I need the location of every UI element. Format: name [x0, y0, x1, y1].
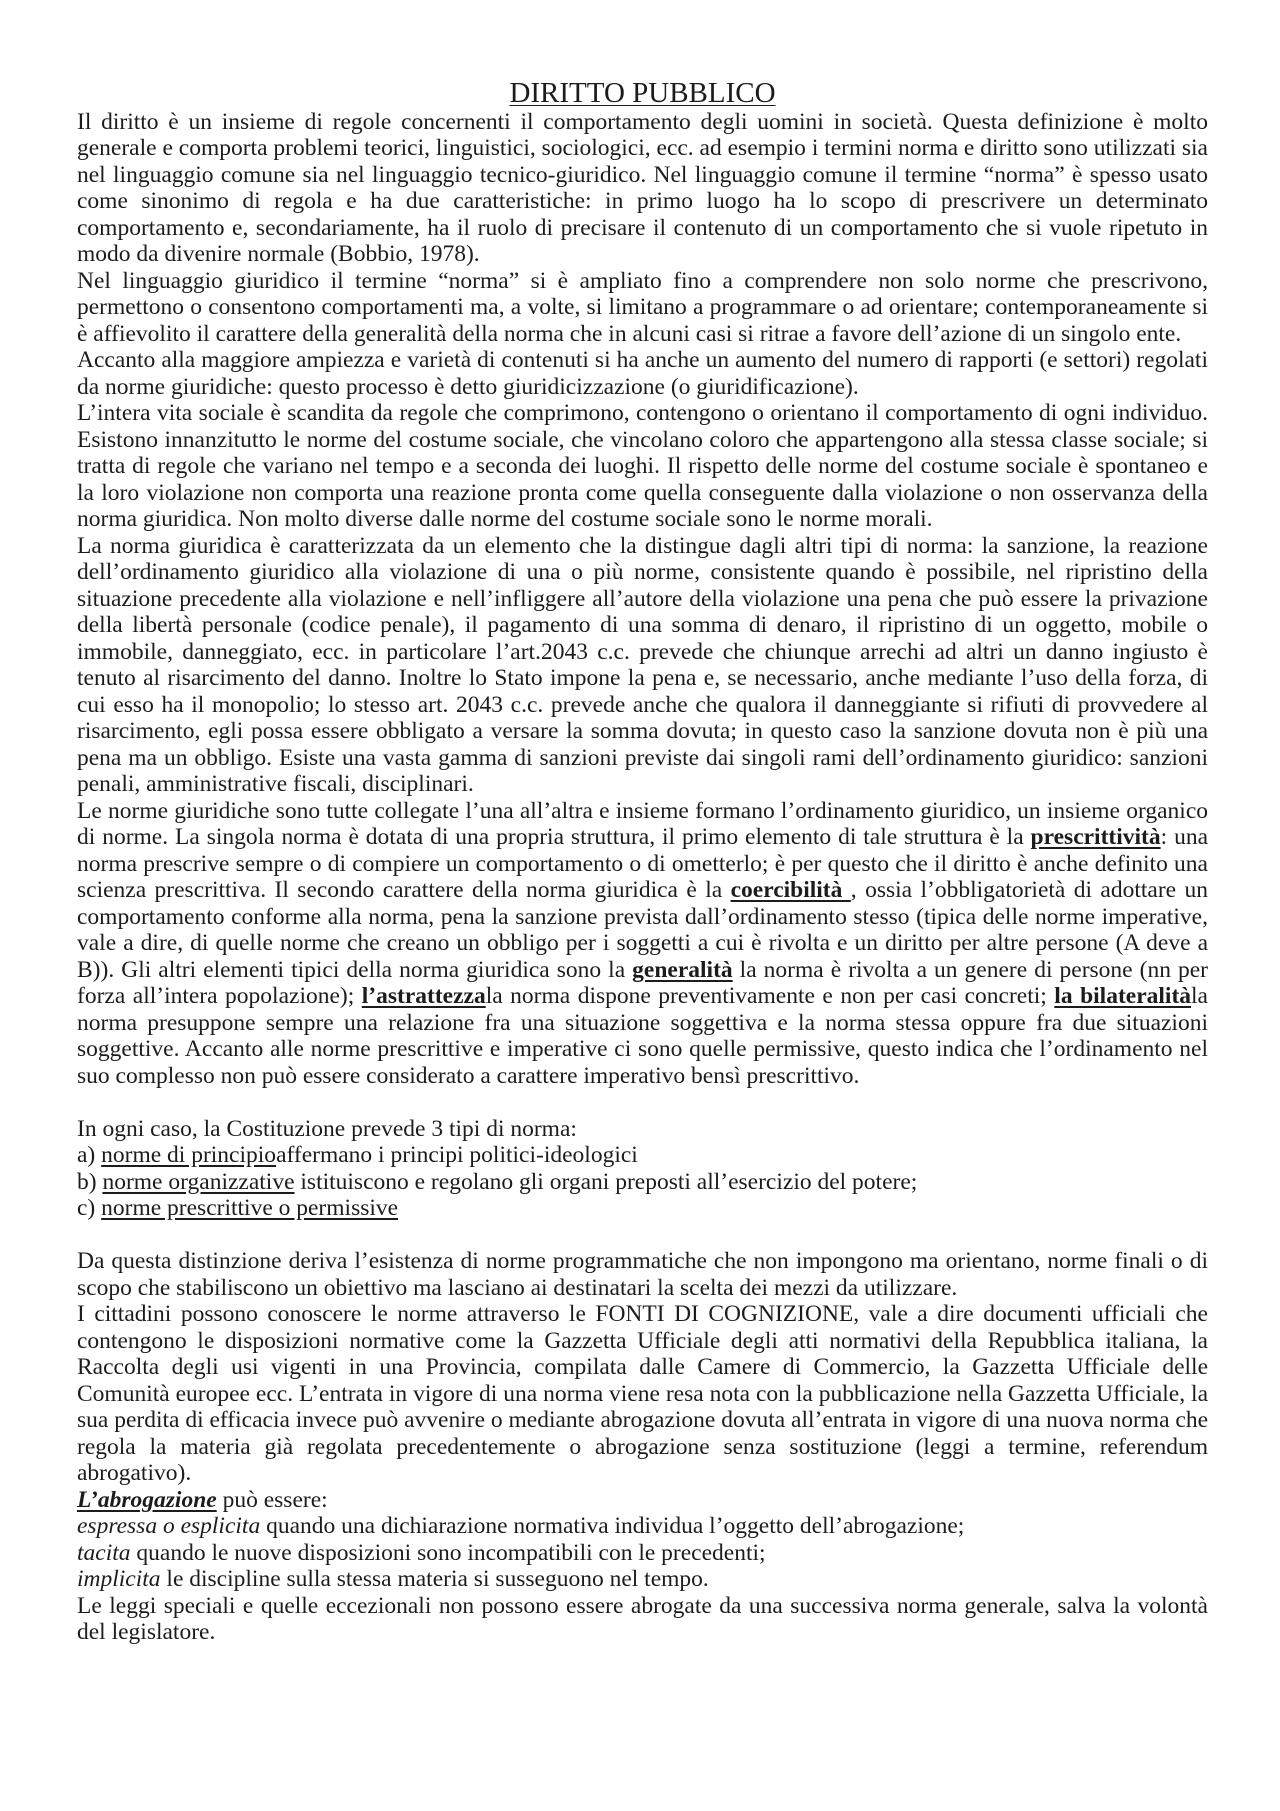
- text-run: affermano i principi politici-ideologici: [276, 1142, 638, 1169]
- list-item-c: [77, 1195, 1208, 1222]
- text-run: La norma giuridica è caratterizzata da un elemento che la distingue dagli altri tipi di norma: la sanzione, la reazione dell’ordinamento giuridico alla violazione di una o più norme, consistente quando è possibile, nel ripristino della situazione precedente alla violazione e nell’infliggere all’autore della violazione una pena che può essere la privazione della libertà personale (codice penale), il pagamento di una somma di denaro, il ripristino di un oggetto, mobile o immobile, danneggiato, ecc. in particolare l’art.2043 c.c. prevede che chiunque arrechi ad altri un danno ingiusto è tenuto al risarcimento del danno. Inoltre lo Stato impone la pena e, se necessario, anche mediante l’uso della forza, di cui esso ha il monopolio; lo stesso art. 2043 c.c. prevede anche che qualora il danneggiante si rifiuti di provvedere al risarcimento, egli possa essere obbligato a versare la somma dovuta; in questo caso la sanzione dovuta non è più una pena ma un obbligo. Esiste una vasta gamma di sanzioni previste dai singoli rami dell’ordinamento giuridico: sanzioni penali, amministrative fiscali, disciplinari.: [77, 532, 1208, 798]
- text-run: Le leggi speciali e quelle eccezionali non possono essere abrogate da una successiva norma generale, salva la volontà del legislatore.: [77, 1592, 1208, 1646]
- text-run: Nel linguaggio giuridico il termine “norma” si è ampliato fino a comprendere non solo norme che prescrivono, permettono o consentono comportamenti ma, a volte, si limitano a programmare o ad orientare; contemporaneamente si è affievolito il carattere della generalità della norma che in alcuni casi si ritrae a favore dell’azione di un singolo ente.: [77, 267, 1208, 347]
- emphasized-term: implicita: [77, 1566, 161, 1593]
- document-body: [77, 78, 1208, 1646]
- abrogation-tacit: [77, 1540, 1208, 1567]
- document-title: DIRITTO PUBBLICO: [509, 77, 776, 109]
- abrogation-express: [77, 1513, 1208, 1540]
- list-item-b: [77, 1169, 1208, 1196]
- paragraph-definition-of-law: [77, 109, 1208, 268]
- paragraph-sanction: [77, 533, 1208, 798]
- text-run: b): [77, 1168, 103, 1195]
- emphasized-term: norme prescrittive o permissive: [101, 1195, 399, 1222]
- paragraph-juridification: [77, 347, 1208, 400]
- blank-line: [77, 1222, 1208, 1249]
- emphasized-term: norme di principio: [101, 1142, 277, 1169]
- emphasized-term: generalità: [632, 956, 733, 983]
- text-run: istituiscono e regolano gli organi preposti all’esercizio del potere;: [294, 1168, 918, 1195]
- paragraph-programmatic-norms: [77, 1248, 1208, 1301]
- text-run: Da questa distinzione deriva l’esistenza di norme programmatiche che non impongono ma orientano, norme finali o di scopo che stabiliscono un obiettivo ma lasciano ai destinatari la scelta dei mezzi da utilizzare.: [77, 1248, 1208, 1301]
- paragraph-legal-language: [77, 268, 1208, 348]
- text-run: può essere:: [216, 1486, 328, 1513]
- emphasized-term: coercibilità: [730, 877, 851, 904]
- paragraph-special-laws: [77, 1593, 1208, 1646]
- text-run: c): [77, 1195, 102, 1222]
- text-run: la norma è rivolta a un genere di persone (nn per forza all’intera popolazione);: [77, 956, 1208, 1010]
- blank-line: [77, 1089, 1208, 1116]
- abrogation-heading: [77, 1487, 1208, 1514]
- abrogation-implicit: [77, 1566, 1208, 1593]
- text-run: le discipline sulla stessa materia si susseguono nel tempo.: [160, 1566, 709, 1593]
- text-run: la norma dispone preventivamente e non per casi concreti;: [485, 983, 1055, 1010]
- list-item-a: [77, 1142, 1208, 1169]
- emphasized-term: espressa o esplicita: [77, 1513, 261, 1540]
- text-run: , ossia l’obbligatorietà di adottare un comportamento conforme alla norma, pena la sanzione prevista dall’ordinamento stesso (tipica delle norme imperative, vale a dire, di quelle norme che creano un obbligo per i soggetti a cui è rivolta e un diritto per altre persone (A deve a B)). Gli altri elementi tipici della norma giuridica sono la: [77, 877, 1208, 983]
- emphasized-term: tacita: [77, 1539, 131, 1566]
- emphasized-term: norme organizzative: [102, 1168, 295, 1195]
- text-run: I cittadini possono conoscere le norme attraverso le FONTI DI COGNIZIONE, vale a dire documenti ufficiali che contengono le disposizioni normative come la Gazzetta Ufficiale degli atti normativi della Repubblica italiana, la Raccolta degli usi vigenti in una Provincia, compilata dalle Camere di Commercio, la Gazzetta Ufficiale delle Comunità europee ecc. L’entrata in vigore di una norma viene resa nota con la pubblicazione nella Gazzetta Ufficiale, la sua perdita di efficacia invece può avvenire o mediante abrogazione dovuta all’entrata in vigore di una nuova norma che regola la materia già regolata precedentemente o abrogazione senza sostituzione (leggi a termine, referendum abrogativo).: [77, 1301, 1209, 1487]
- emphasized-term: prescrittività: [1030, 824, 1161, 851]
- text-run: Le norme giuridiche sono tutte collegate l’una all’altra e insieme formano l’ordinamento giuridico, un insieme organico di norme. La singola norma è dotata di una propria struttura, il primo elemento di tale struttura è la: [77, 797, 1208, 851]
- text-run: a): [77, 1142, 102, 1169]
- text-run: L’intera vita sociale è scandita da regole che comprimono, contengono o orientano il comportamento di ogni individuo. Esistono innanzitutto le norme del costume sociale, che vincolano coloro che appartengono alla stessa classe sociale; si tratta di regole che variano nel tempo e a seconda dei luoghi. Il rispetto delle norme del costume sociale è spontaneo e la loro violazione non comporta una reazione pronta come quella conseguente dalla violazione o non osservanza della norma giuridica. Non molto diverse dalle norme del costume sociale sono le norme morali.: [77, 400, 1208, 533]
- emphasized-term: l’astrattezza: [361, 983, 486, 1010]
- text-run: Accanto alla maggiore ampiezza e varietà di contenuti si ha anche un aumento del numero di rapporti (e settori) regolati da norme giuridiche: questo processo è detto giuridicizzazione (o giuridificazione).: [77, 347, 1208, 400]
- list-intro: [77, 1116, 1208, 1143]
- paragraph-social-norms: [77, 400, 1208, 533]
- text-run: : una norma prescrive sempre o di compiere un comportamento o di ometterlo; è per questo che il diritto è anche definito una scienza prescrittiva. Il secondo carattere della norma giuridica è la: [77, 824, 1208, 904]
- emphasized-term: la bilateralità: [1054, 983, 1192, 1010]
- text-run: la norma presuppone sempre una relazione fra una situazione soggettiva e la norma stessa oppure fra due situazioni soggettive. Accanto alle norme prescrittive e imperative ci sono quelle permissive, questo indica che l’ordinamento nel suo complesso non può essere considerato a carattere imperativo bensì prescrittivo.: [77, 983, 1208, 1089]
- text-run: In ogni caso, la Costituzione prevede 3 tipi di norma:: [77, 1115, 577, 1142]
- emphasized-term: L’abrogazione: [77, 1486, 217, 1513]
- text-run: Il diritto è un insieme di regole concernenti il comportamento degli uomini in società. Questa definizione è molto generale e comporta problemi teorici, linguistici, sociologici, ecc. ad esempio i termini norma e diritto sono utilizzati sia nel linguaggio comune sia nel linguaggio tecnico-giuridico. Nel linguaggio comune il termine “norma” è spesso usato come sinonimo di regola e ha due caratteristiche: in primo luogo ha lo scopo di prescrivere un determinato comportamento e, secondariamente, ha il ruolo di precisare il contenuto di un comportamento che si vuole ripetuto in modo da divenire normale (Bobbio, 1978).: [77, 108, 1208, 268]
- paragraph-legal-order: [77, 798, 1208, 1090]
- text-run: quando le nuove disposizioni sono incompatibili con le precedenti;: [130, 1539, 766, 1566]
- paragraph-sources-of-knowledge: [77, 1301, 1208, 1487]
- text-run: quando una dichiarazione normativa individua l’oggetto dell’abrogazione;: [260, 1513, 965, 1540]
